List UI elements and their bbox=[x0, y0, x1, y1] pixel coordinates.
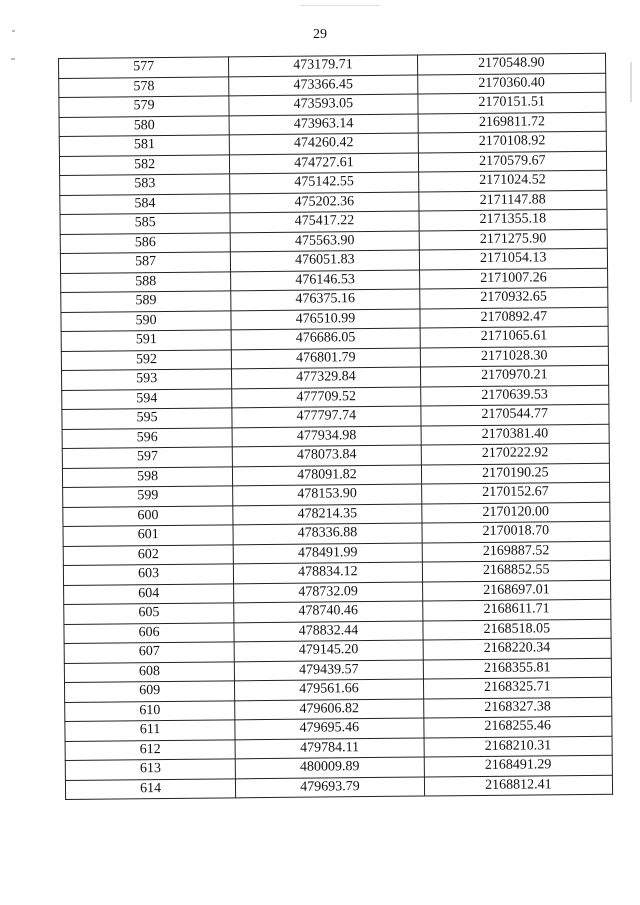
y-coordinate-cell: 2170108.92 bbox=[418, 131, 607, 152]
point-number-cell: 578 bbox=[59, 76, 229, 97]
y-coordinate-cell: 2169887.52 bbox=[422, 541, 611, 562]
x-coordinate-cell: 479606.82 bbox=[235, 699, 424, 720]
point-number-cell: 579 bbox=[59, 96, 229, 117]
coordinates-table-body bbox=[59, 53, 613, 799]
point-number-cell: 609 bbox=[64, 681, 234, 702]
point-number-cell: 577 bbox=[59, 57, 229, 78]
x-coordinate-cell: 478214.35 bbox=[233, 504, 422, 525]
point-number-cell: 607 bbox=[64, 642, 234, 663]
y-coordinate-cell: 2171355.18 bbox=[419, 209, 608, 230]
y-coordinate-cell: 2171007.26 bbox=[419, 268, 608, 289]
point-number-cell: 591 bbox=[61, 330, 231, 351]
x-coordinate-cell: 475417.22 bbox=[230, 211, 419, 232]
point-number-cell: 600 bbox=[63, 505, 233, 526]
point-number-cell: 608 bbox=[64, 661, 234, 682]
point-number-cell: 592 bbox=[61, 349, 231, 370]
y-coordinate-cell: 2168325.71 bbox=[423, 677, 612, 698]
point-number-cell: 586 bbox=[60, 232, 230, 253]
x-coordinate-cell: 475202.36 bbox=[230, 192, 419, 213]
x-coordinate-cell: 478336.88 bbox=[233, 523, 422, 544]
y-coordinate-cell: 2171024.52 bbox=[418, 170, 607, 191]
x-coordinate-cell: 477797.74 bbox=[232, 406, 421, 427]
point-number-cell: 604 bbox=[64, 583, 234, 604]
x-coordinate-cell: 479693.79 bbox=[236, 777, 425, 798]
scan-edge-shadow bbox=[300, 5, 380, 6]
x-coordinate-cell: 479439.57 bbox=[235, 660, 424, 681]
y-coordinate-cell: 2170892.47 bbox=[420, 307, 609, 328]
point-number-cell: 587 bbox=[60, 252, 230, 273]
y-coordinate-cell: 2170120.00 bbox=[421, 502, 610, 523]
y-coordinate-cell: 2170151.51 bbox=[417, 92, 606, 113]
y-coordinate-cell: 2170381.40 bbox=[421, 424, 610, 445]
point-number-cell: 612 bbox=[65, 739, 235, 760]
y-coordinate-cell: 2168812.41 bbox=[424, 775, 613, 796]
point-number-cell: 605 bbox=[64, 603, 234, 624]
point-number-cell: 606 bbox=[64, 622, 234, 643]
point-number-cell: 595 bbox=[62, 408, 232, 429]
x-coordinate-cell: 476801.79 bbox=[232, 348, 421, 369]
x-coordinate-cell: 473963.14 bbox=[229, 114, 418, 135]
point-number-cell: 614 bbox=[65, 778, 235, 799]
y-coordinate-cell: 2170222.92 bbox=[421, 443, 610, 464]
x-coordinate-cell: 476146.53 bbox=[231, 270, 420, 291]
x-coordinate-cell: 478153.90 bbox=[233, 484, 422, 505]
point-number-cell: 603 bbox=[63, 564, 233, 585]
point-number-cell: 610 bbox=[65, 700, 235, 721]
x-coordinate-cell: 478091.82 bbox=[233, 465, 422, 486]
x-coordinate-cell: 474727.61 bbox=[230, 153, 419, 174]
y-coordinate-cell: 2169811.72 bbox=[418, 112, 607, 133]
y-coordinate-cell: 2171065.61 bbox=[420, 326, 609, 347]
x-coordinate-cell: 476686.05 bbox=[231, 328, 420, 349]
y-coordinate-cell: 2171275.90 bbox=[419, 229, 608, 250]
y-coordinate-cell: 2170932.65 bbox=[419, 287, 608, 308]
point-number-cell: 588 bbox=[61, 271, 231, 292]
y-coordinate-cell: 2168491.29 bbox=[424, 755, 613, 776]
x-coordinate-cell: 476051.83 bbox=[231, 250, 420, 271]
y-coordinate-cell: 2168327.38 bbox=[423, 697, 612, 718]
x-coordinate-cell: 478834.12 bbox=[234, 562, 423, 583]
x-coordinate-cell: 478073.84 bbox=[232, 445, 421, 466]
page-number: 29 bbox=[313, 27, 327, 42]
x-coordinate-cell: 478732.09 bbox=[234, 582, 423, 603]
point-number-cell: 602 bbox=[63, 544, 233, 565]
x-coordinate-cell: 473593.05 bbox=[229, 94, 418, 115]
y-coordinate-cell: 2170360.40 bbox=[417, 73, 606, 94]
x-coordinate-cell: 477329.84 bbox=[232, 367, 421, 388]
point-number-cell: 601 bbox=[63, 525, 233, 546]
x-coordinate-cell: 478491.99 bbox=[233, 543, 422, 564]
point-number-cell: 582 bbox=[59, 154, 229, 175]
x-coordinate-cell: 479784.11 bbox=[235, 738, 424, 759]
point-number-cell: 594 bbox=[62, 388, 232, 409]
point-number-cell: 613 bbox=[65, 759, 235, 780]
scan-speck bbox=[11, 58, 15, 60]
y-coordinate-cell: 2168255.46 bbox=[423, 716, 612, 737]
y-coordinate-cell: 2171054.13 bbox=[419, 248, 608, 269]
coordinates-table bbox=[58, 53, 613, 800]
x-coordinate-cell: 473179.71 bbox=[229, 55, 418, 76]
x-coordinate-cell: 478740.46 bbox=[234, 601, 423, 622]
y-coordinate-cell: 2170639.53 bbox=[420, 385, 609, 406]
y-coordinate-cell: 2170548.90 bbox=[417, 53, 606, 74]
point-number-cell: 584 bbox=[60, 193, 230, 214]
x-coordinate-cell: 479145.20 bbox=[234, 640, 423, 661]
x-coordinate-cell: 479561.66 bbox=[235, 679, 424, 700]
x-coordinate-cell: 474260.42 bbox=[229, 133, 418, 154]
y-coordinate-cell: 2170970.21 bbox=[420, 365, 609, 386]
point-number-cell: 611 bbox=[65, 720, 235, 741]
y-coordinate-cell: 2168697.01 bbox=[422, 580, 611, 601]
y-coordinate-cell: 2170190.25 bbox=[421, 463, 610, 484]
x-coordinate-cell: 480009.89 bbox=[235, 757, 424, 778]
scan-edge-shadow bbox=[630, 62, 632, 102]
x-coordinate-cell: 473366.45 bbox=[229, 75, 418, 96]
point-number-cell: 598 bbox=[62, 466, 232, 487]
y-coordinate-cell: 2170018.70 bbox=[422, 521, 611, 542]
y-coordinate-cell: 2168355.81 bbox=[423, 658, 612, 679]
x-coordinate-cell: 479695.46 bbox=[235, 718, 424, 739]
x-coordinate-cell: 476375.16 bbox=[231, 289, 420, 310]
point-number-cell: 597 bbox=[62, 447, 232, 468]
point-number-cell: 593 bbox=[61, 369, 231, 390]
y-coordinate-cell: 2168220.34 bbox=[423, 638, 612, 659]
x-coordinate-cell: 475142.55 bbox=[230, 172, 419, 193]
y-coordinate-cell: 2170544.77 bbox=[420, 404, 609, 425]
y-coordinate-cell: 2168611.71 bbox=[422, 599, 611, 620]
point-number-cell: 589 bbox=[61, 291, 231, 312]
x-coordinate-cell: 477934.98 bbox=[232, 426, 421, 447]
point-number-cell: 581 bbox=[59, 135, 229, 156]
x-coordinate-cell: 475563.90 bbox=[230, 231, 419, 252]
y-coordinate-cell: 2170579.67 bbox=[418, 151, 607, 172]
x-coordinate-cell: 476510.99 bbox=[231, 309, 420, 330]
x-coordinate-cell: 478832.44 bbox=[234, 621, 423, 642]
point-number-cell: 590 bbox=[61, 310, 231, 331]
point-number-cell: 580 bbox=[59, 115, 229, 136]
y-coordinate-cell: 2170152.67 bbox=[421, 482, 610, 503]
point-number-cell: 596 bbox=[62, 427, 232, 448]
y-coordinate-cell: 2168518.05 bbox=[423, 619, 612, 640]
y-coordinate-cell: 2171147.88 bbox=[418, 190, 607, 211]
y-coordinate-cell: 2168852.55 bbox=[422, 560, 611, 581]
point-number-cell: 585 bbox=[60, 213, 230, 234]
y-coordinate-cell: 2171028.30 bbox=[420, 346, 609, 367]
point-number-cell: 583 bbox=[60, 174, 230, 195]
x-coordinate-cell: 477709.52 bbox=[232, 387, 421, 408]
y-coordinate-cell: 2168210.31 bbox=[424, 736, 613, 757]
point-number-cell: 599 bbox=[63, 486, 233, 507]
